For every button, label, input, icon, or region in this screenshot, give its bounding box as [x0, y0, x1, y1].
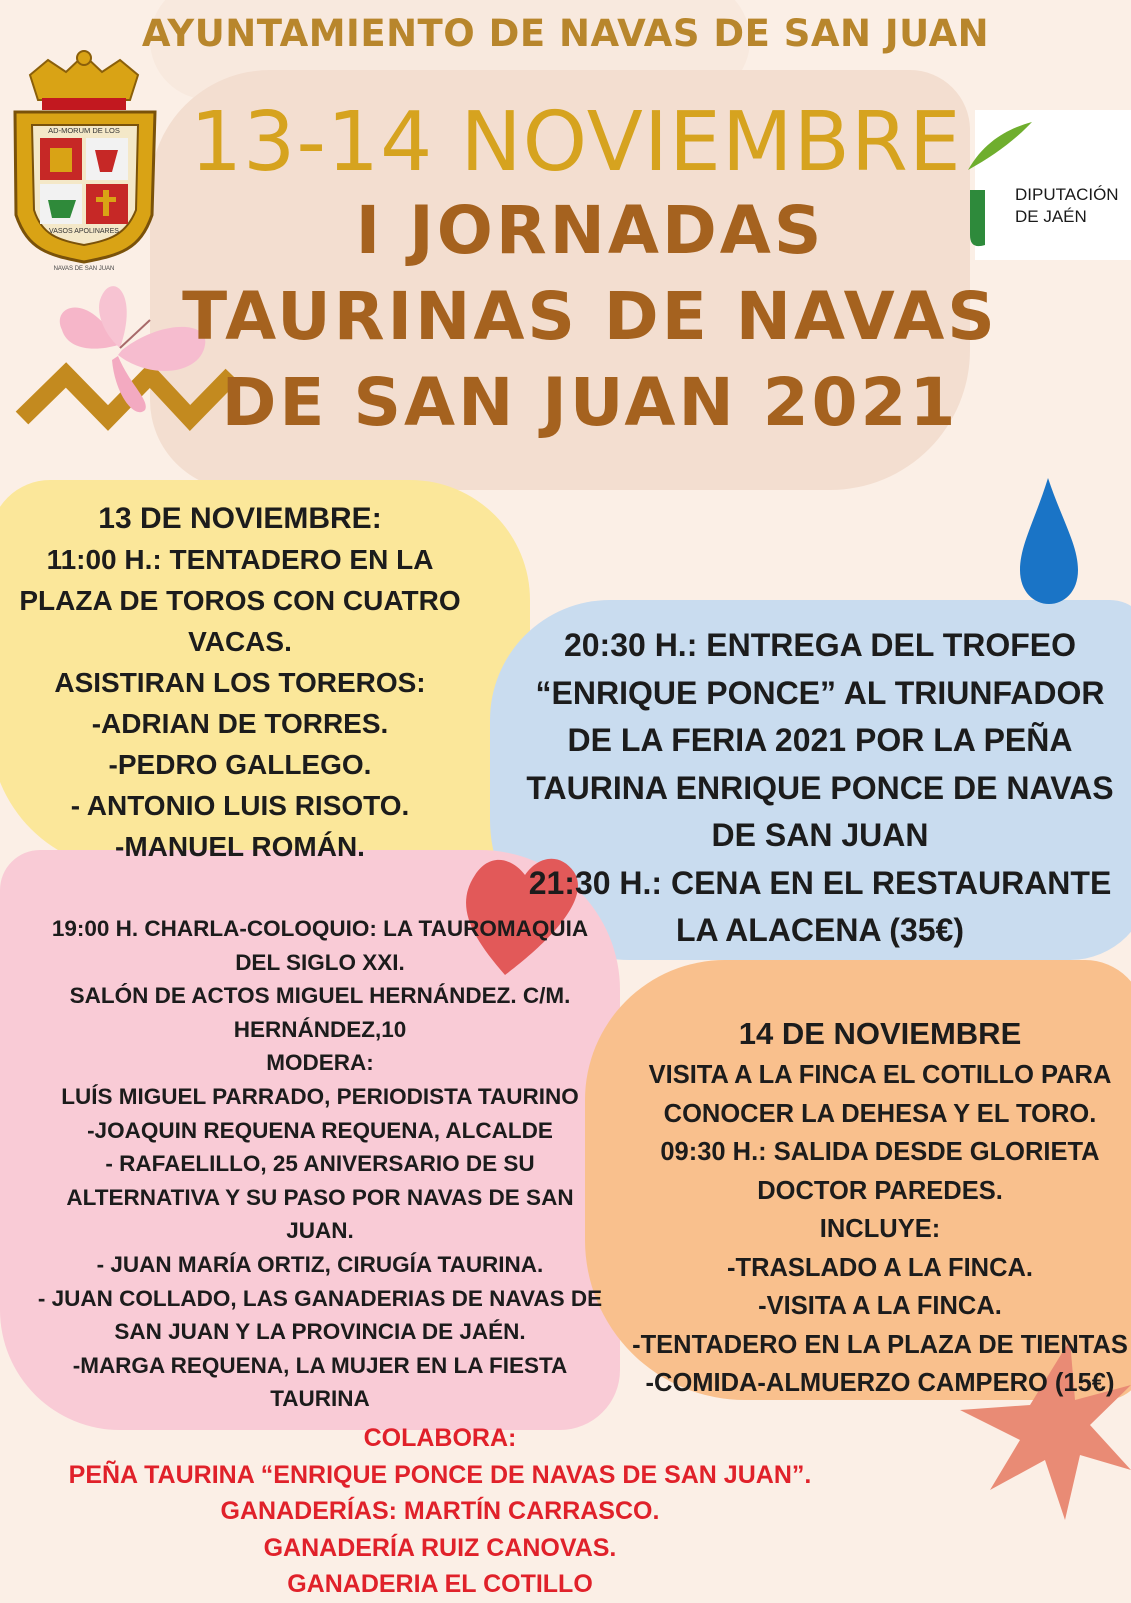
collab-line: GANADERÍAS: MARTÍN CARRASCO. — [220, 1497, 660, 1525]
day13-line: 11:00 H.: TENTADERO EN LA — [46, 544, 434, 575]
day14-line: 09:30 H.: SALIDA DESDE GLORIETA — [660, 1138, 1100, 1166]
day13-heading: 13 DE NOVIEMBRE: — [98, 502, 382, 535]
talk-line: TAURINA — [270, 1386, 370, 1412]
day14-line: -TENTADERO EN LA PLAZA DE TIENTAS — [632, 1330, 1128, 1359]
collab-line: COLABORA: — [363, 1424, 517, 1452]
event-dates: 13-14 NOVIEMBRE — [190, 95, 962, 190]
evening-section — [495, 622, 1131, 955]
talk-line: 19:00 H. CHARLA-COLOQUIO: LA TAUROMAQUIA — [51, 916, 589, 941]
talk-line: SALÓN DE ACTOS MIGUEL HERNÁNDEZ. C/M. — [69, 983, 571, 1009]
diputacion-line: DIPUTACIÓN — [1015, 185, 1119, 204]
evening-line: LA ALACENA (35€) — [675, 912, 964, 948]
collab-line: PEÑA TAURINA “ENRIQUE PONCE DE NAVAS DE SAN JUAN”. — [68, 1460, 812, 1489]
day14-line: CONOCER LA DEHESA Y EL TORO. — [663, 1099, 1097, 1128]
day13-line: - ANTONIO LUIS RISOTO. — [70, 790, 410, 821]
day13-line: -ADRIAN DE TORRES. — [91, 708, 389, 739]
day14-line: VISITA A LA FINCA EL COTILLO PARA — [648, 1061, 1112, 1089]
day13-line: PLAZA DE TOROS CON CUATRO — [19, 585, 461, 616]
day14-line: INCLUYE: — [819, 1215, 941, 1243]
day14-heading: 14 DE NOVIEMBRE — [738, 1016, 1022, 1051]
event-title-line: I JORNADAS — [355, 192, 825, 269]
day13-line: VACAS. — [188, 626, 292, 657]
talk-line: JUAN. — [286, 1218, 354, 1244]
evening-line: 20:30 H.: ENTREGA DEL TROFEO — [563, 627, 1077, 663]
day14-line: -VISITA A LA FINCA. — [758, 1292, 1002, 1320]
coat-of-arms-banner: VASOS APOLINARES — [49, 228, 119, 235]
coat-of-arms-motto: AD-MORUM DE LOS — [48, 126, 120, 135]
talk-line: -MARGA REQUENA, LA MUJER EN LA FIESTA — [72, 1352, 568, 1378]
diputacion-logo-text — [1015, 184, 1119, 228]
evening-line: 21:30 H.: CENA EN EL RESTAURANTE — [528, 864, 1112, 901]
day14-line: DOCTOR PAREDES. — [757, 1176, 1003, 1205]
talk-line: ALTERNATIVA Y SU PASO POR NAVAS DE SAN — [66, 1184, 574, 1210]
talk-line: MODERA: — [266, 1050, 374, 1076]
day13-line: -PEDRO GALLEGO. — [108, 749, 372, 780]
evening-line: “ENRIQUE PONCE” AL TRIUNFADOR — [535, 674, 1105, 711]
collaborators-section — [0, 1420, 880, 1603]
day14-line: -COMIDA-ALMUERZO CAMPERO (15€) — [645, 1369, 1115, 1397]
collab-line: GANADERÍA RUIZ CANOVAS. — [263, 1533, 617, 1562]
day13-line: ASISTIRAN LOS TOREROS: — [54, 667, 426, 698]
talk-line: - JUAN COLLADO, LAS GANADERIAS DE NAVAS DE — [37, 1285, 603, 1311]
event-title-line: DE SAN JUAN 2021 — [221, 364, 959, 441]
evening-line: DE LA FERIA 2021 POR LA PEÑA — [567, 722, 1073, 758]
evening-line: TAURINA ENRIQUE PONCE DE NAVAS — [526, 769, 1114, 806]
evening-line: DE SAN JUAN — [711, 817, 929, 853]
diputacion-line: DE JAÉN — [1015, 207, 1087, 226]
organization-header: AYUNTAMIENTO DE NAVAS DE SAN JUAN — [141, 12, 990, 55]
day14-line: -TRASLADO A LA FINCA. — [727, 1253, 1033, 1282]
coat-of-arms-ribbon: NAVAS DE SAN JUAN — [53, 266, 115, 272]
talk-line: -JOAQUIN REQUENA REQUENA, ALCALDE — [87, 1117, 553, 1143]
drop-icon — [1020, 478, 1078, 604]
talk-line: - RAFAELILLO, 25 ANIVERSARIO DE SU — [105, 1151, 535, 1177]
talk-line: LUÍS MIGUEL PARRADO, PERIODISTA TAURINO — [61, 1083, 579, 1109]
talk-section — [15, 912, 625, 1416]
talk-line: - JUAN MARÍA ORTIZ, CIRUGÍA TAURINA. — [96, 1251, 544, 1277]
collab-line: GANADERIA EL COTILLO — [287, 1570, 593, 1598]
day14-section — [600, 1012, 1131, 1403]
day13-section — [0, 498, 480, 867]
day13-line: -MANUEL ROMÁN. — [115, 831, 365, 862]
talk-line: HERNÁNDEZ,10 — [233, 1016, 407, 1042]
event-title-line: TAURINAS DE NAVAS — [182, 278, 998, 355]
talk-line: DEL SIGLO XXI. — [235, 949, 405, 975]
event-title — [160, 188, 1020, 446]
talk-line: SAN JUAN Y LA PROVINCIA DE JAÉN. — [114, 1319, 526, 1345]
